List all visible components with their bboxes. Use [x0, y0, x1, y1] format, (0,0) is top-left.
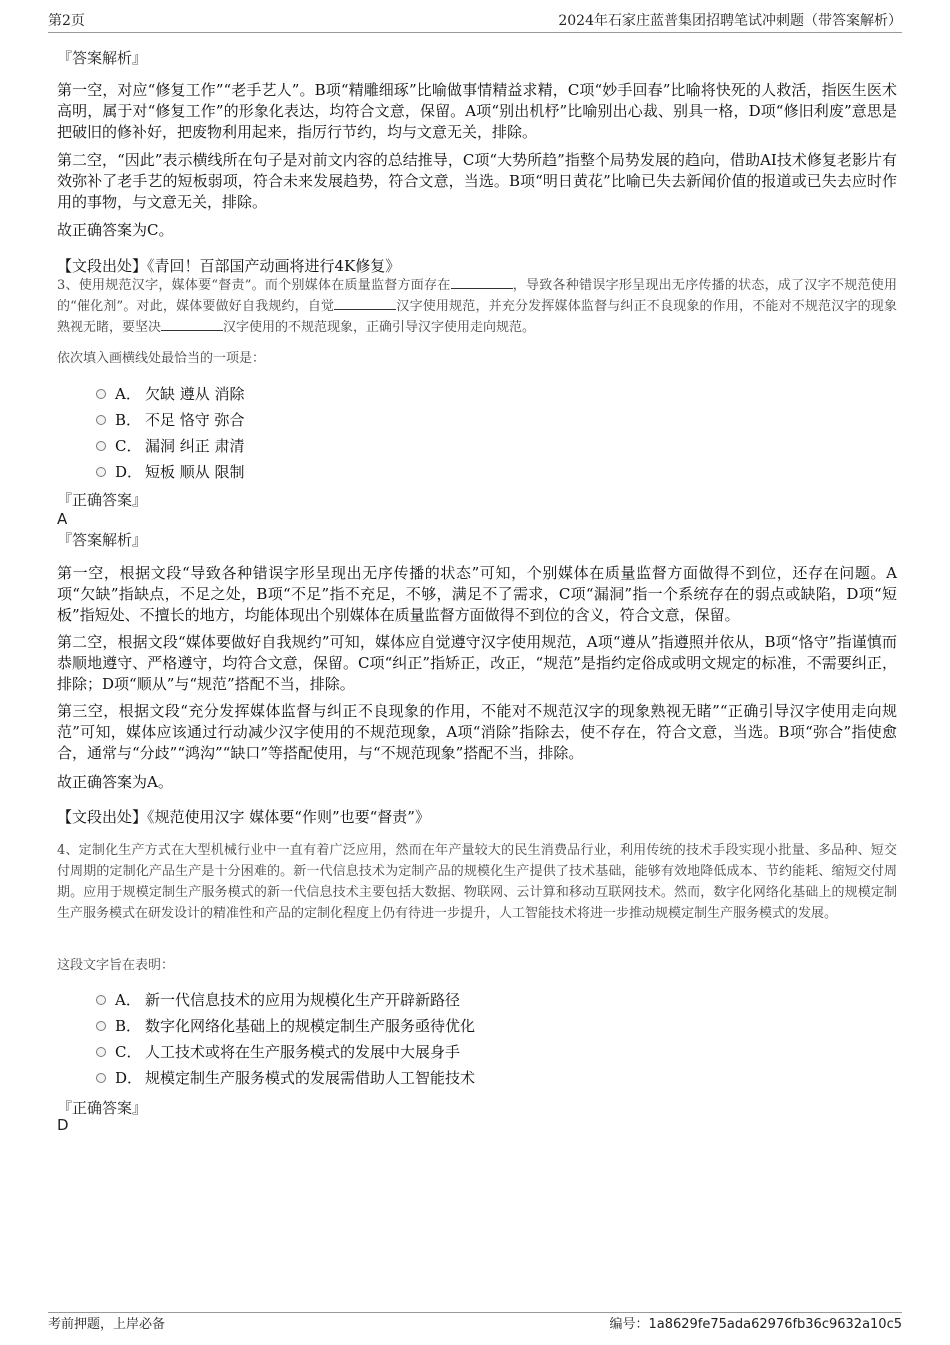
- radio-icon[interactable]: [96, 467, 106, 477]
- fill-blank: [161, 318, 223, 331]
- page-number: 第2页: [48, 13, 85, 29]
- correct-answer: A: [57, 510, 68, 528]
- radio-icon[interactable]: [96, 415, 106, 425]
- analysis-paragraph: 第三空，根据文段“充分发挥媒体监督与纠正不良现象的作用，不能对不规范汉字的现象熟视无睹”“正确引导汉字使用走向规范”可知，媒体应该通过行动减少汉字使用的不规范现象，A项“消除”指除去，使不存在，符合文意，当选。B项“弥合”指使愈合，通常与“分歧”“鸿沟”“缺口”等搭配使用，与“不规范现象”搭配不当，排除。: [57, 702, 897, 762]
- document-title: 2024年石家庄蓝普集团招聘笔试冲刺题（带答案解析）: [558, 13, 902, 29]
- analysis-paragraph: 第一空，对应“修复工作”“老手艺人”。B项“精雕细琢”比喻做事情精益求精，C项“妙手回春”比喻将快死的人救活，指医生医术高明，属于对“修复工作”的形象化表达，均符合文意，保留。A项“别出机杼”比喻别出心裁、别具一格，D项“修旧利废”意思是把破旧的修补好，把废物利用起来，指厉行节约，均与文意无关，排除。: [57, 81, 897, 141]
- correct-answer: D: [57, 1116, 69, 1134]
- document-id: 编号：1a8629fe75ada62976fb36c9632a10c5: [609, 1317, 902, 1332]
- option-d[interactable]: D． 规模定制生产服务模式的发展需借助人工智能技术: [96, 1067, 475, 1089]
- question-prompt: 依次填入画横线处最恰当的一项是：: [57, 351, 266, 366]
- option-c[interactable]: C． 漏洞 纠正 肃清: [96, 435, 245, 457]
- option-b[interactable]: B． 不足 恪守 弥合: [96, 409, 245, 431]
- option-b[interactable]: B． 数字化网络化基础上的规模定制生产服务亟待优化: [96, 1015, 475, 1037]
- option-a[interactable]: A． 新一代信息技术的应用为规模化生产开辟新路径: [96, 989, 460, 1011]
- radio-icon[interactable]: [96, 1021, 106, 1031]
- footer-slogan: 考前押题，上岸必备: [48, 1317, 166, 1332]
- analysis-paragraph: 第二空，根据文段“媒体要做好自我规约”可知，媒体应自觉遵守汉字使用规范，A项“遵从”指遵照并依从，B项“恪守”指谨慎而恭顺地遵守、严格遵守，均符合文意，保留。C项“纠正”指矫正，改正，“规范”是指约定俗成或明文规定的标准，不需要纠正，排除；D项“顺从”与“规范”搭配不当，排除。: [57, 633, 897, 693]
- page-footer: [48, 1312, 902, 1335]
- question-3-text: 3、使用规范汉字，媒体要“督责”。而个别媒体在质量监督方面存在 ，导致各种错误字形呈现出无序传播的状态，成了汉字不规范使用的“催化剂”。对此，媒体要做好自我规约，自觉 汉字使用规范，并充分发挥媒体监督与纠正不良现象的作用，不能对不规范汉字的现象熟视无睹，要坚决 汉字使用的不规范现象，正确引导汉字使用走向规范。: [57, 278, 897, 335]
- radio-icon[interactable]: [96, 441, 106, 451]
- page-header: [48, 10, 902, 33]
- option-a[interactable]: A． 欠缺 遵从 消除: [96, 383, 245, 405]
- question-prompt: 这段文字旨在表明：: [57, 958, 175, 973]
- option-c[interactable]: C． 人工技术或将在生产服务模式的发展中大展身手: [96, 1041, 460, 1063]
- analysis-label: 『答案解析』: [57, 531, 148, 549]
- radio-icon[interactable]: [96, 389, 106, 399]
- analysis-label: 『答案解析』: [57, 49, 148, 67]
- radio-icon[interactable]: [96, 1047, 106, 1057]
- conclusion: 故正确答案为C。: [57, 221, 174, 239]
- option-d[interactable]: D． 短板 顺从 限制: [96, 461, 245, 483]
- source-citation: 【文段出处】《规范使用汉字 媒体要“作则”也要“督责”》: [57, 808, 430, 826]
- question-4-text: 4、定制化生产方式在大型机械行业中一直有着广泛应用，然而在年产量较大的民生消费品行业，利用传统的技术手段实现小批量、多品种、短交付周期的定制化产品生产是十分困难的。新一代信息技术为定制产品的规模化生产提供了技术基础，能够有效地降低成本、节约能耗、缩短交付周期。应用于规模定制生产服务模式的新一代信息技术主要包括大数据、物联网、云计算和移动互联网技术。然而，数字化网络化基础上的规模定制生产服务模式在研发设计的精准性和产品的定制化程度上仍有待进一步提升，人工智能技术将进一步推动规模定制生产服务模式的发展。: [57, 843, 897, 921]
- analysis-paragraph: 第一空，根据文段“导致各种错误字形呈现出无序传播的状态”可知，个别媒体在质量监督方面做得不到位，还存在问题。A项“欠缺”指缺点，不足之处，B项“不足”指不充足，不够，满足不了需求，C项“漏洞”指一个系统存在的弱点或缺陷，D项“短板”指短处、不擅长的地方，均能体现出个别媒体在质量监督方面做得不到位的含义，符合文意，保留。: [57, 564, 897, 624]
- conclusion: 故正确答案为A。: [57, 773, 173, 791]
- radio-icon[interactable]: [96, 1073, 106, 1083]
- answer-label: 『正确答案』: [57, 1099, 148, 1117]
- fill-blank: [451, 276, 513, 289]
- radio-icon[interactable]: [96, 995, 106, 1005]
- answer-label: 『正确答案』: [57, 491, 148, 509]
- source-citation: 【文段出处】《青回！百部国产动画将进行4K修复》: [57, 257, 401, 275]
- fill-blank: [334, 297, 396, 310]
- analysis-paragraph: 第二空，“因此”表示横线所在句子是对前文内容的总结推导，C项“大势所趋”指整个局势发展的趋向，借助AI技术修复老影片有效弥补了老手艺的短板弱项，符合未来发展趋势，符合文意，当选。B项“明日黄花”比喻已失去新闻价值的报道或已失去应时作用的事物，与文意无关，排除。: [57, 151, 897, 211]
